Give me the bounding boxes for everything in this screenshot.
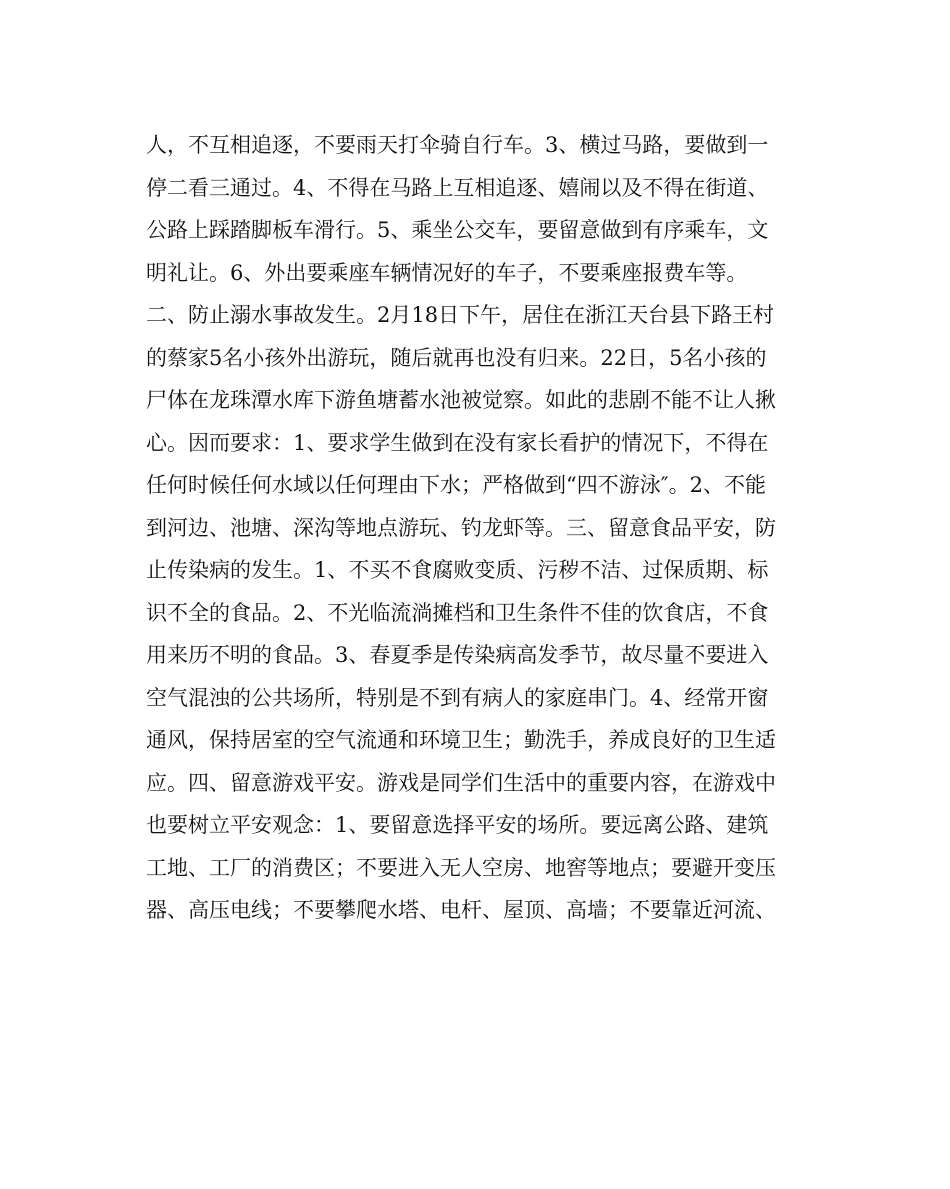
text-line: 的蔡家5名小孩外出游玩，随后就再也没有归来。22日，5名小孩的 <box>146 345 767 370</box>
text-line: 任何时候任何水域以任何理由下水；严格做到“四不游泳″。2、不能 <box>146 473 766 497</box>
text-line: 止传染病的发生。1、不买不食腐败变质、污秽不洁、过保质期、标 <box>146 558 769 582</box>
text-line: 明礼让。6、外出要乘座车辆情况好的车子，不要乘座报费车等。 <box>146 260 748 285</box>
text-line: 用来历不明的食品。3、春夏季是传染病高发季节，故尽量不要进入 <box>146 643 769 667</box>
text-line: 二、防止溺水事故发生。2月18日下午，居住在浙江天台县下路王村 <box>146 303 775 327</box>
text-line: 空气混浊的公共场所，特别是不到有病人的家庭串门。4、经常开窗 <box>146 685 769 710</box>
text-line: 停二看三通过。4、不得在马路上互相追逐、嬉闹以及不得在街道、 <box>146 175 769 200</box>
text-line: 器、高压电线；不要攀爬水塔、电杆、屋顶、高墙；不要靠近河流、 <box>146 898 776 922</box>
text-line: 工地、工厂的消费区；不要进入无人空房、地窖等地点；要避开变压 <box>146 855 776 880</box>
text-line: 公路上踩踏脚板车滑行。5、乘坐公交车，要留意做到有序乘车，文 <box>146 218 769 242</box>
body-text <box>146 124 806 932</box>
text-line: 也要树立平安观念：1、要留意选择平安的场所。要远离公路、建筑 <box>146 813 769 837</box>
text-line: 到河边、池塘、深沟等地点游玩、钓龙虾等。三、留意食品平安，防 <box>146 515 776 540</box>
text-line: 人，不互相追逐，不要雨天打伞骑自行车。3、横过马路，要做到一 <box>146 133 769 157</box>
text-line: 心。因而要求：1、要求学生做到在没有家长看护的情况下，不得在 <box>146 430 769 455</box>
text-line: 应。四、留意游戏平安。游戏是同学们生活中的重要内容，在游戏中 <box>146 770 776 795</box>
text-line: 尸体在龙珠潭水库下游鱼塘蓄水池被觉察。如此的悲剧不能不让人揪 <box>146 388 776 412</box>
text-line: 识不全的食品。2、不光临流淌摊档和卫生条件不佳的饮食店，不食 <box>146 600 769 625</box>
text-line: 通风，保持居室的空气流通和环境卫生；勤洗手，养成良好的卫生适 <box>146 728 776 752</box>
